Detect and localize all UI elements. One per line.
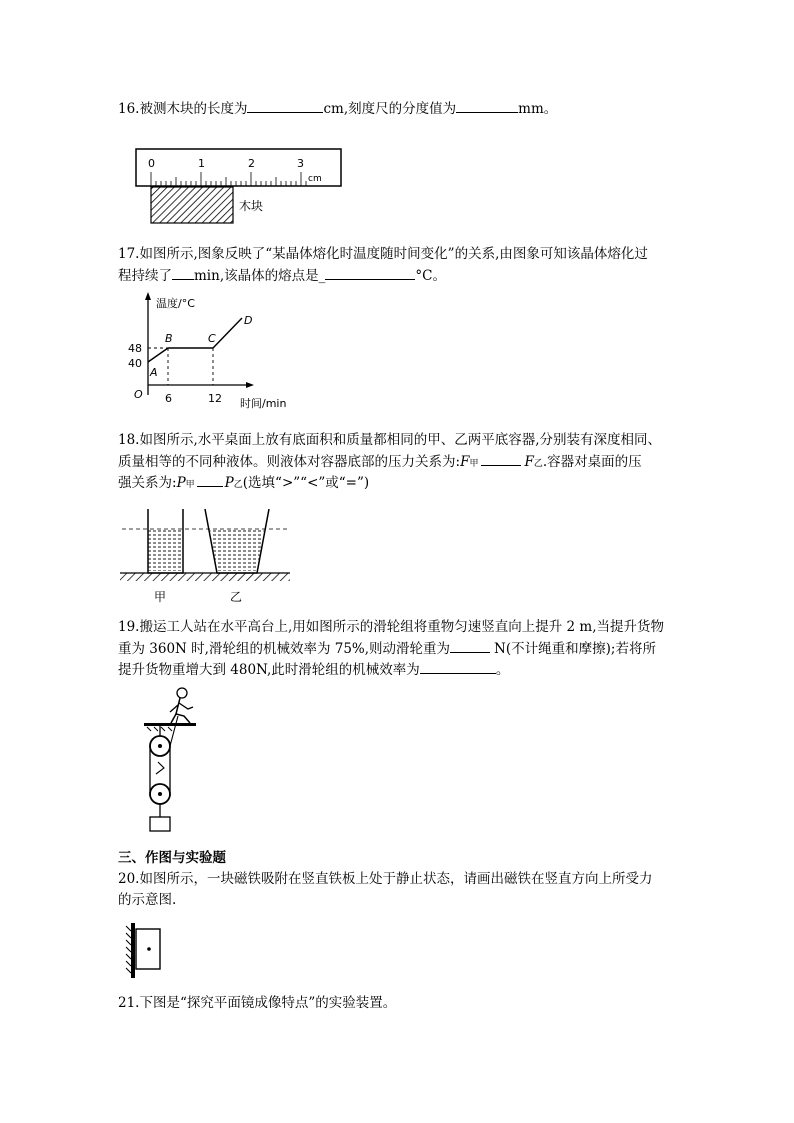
y-axis-label: 温度/°C — [156, 297, 195, 310]
x-tick-12: 12 — [208, 392, 222, 405]
label-jia: 甲 — [154, 590, 167, 604]
wood-block-label: 木块 — [239, 199, 264, 213]
q20-line1: 20.如图所示，一块磁铁吸附在竖直铁板上处于静止状态，请画出磁铁在竖直方向上所受力 — [118, 871, 653, 887]
pulley-figure — [138, 686, 218, 834]
q18-line3: 强关系为:P甲 P乙(选填“>”“<”或“=”) — [118, 472, 369, 495]
ruler-tick-0: 0 — [148, 157, 155, 170]
center-of-mass-dot — [147, 947, 151, 951]
q16-text: 16.被测木块的长度为 cm,刻度尺的分度值为 mm。 — [118, 98, 557, 119]
y-axis-arrow — [145, 292, 151, 300]
y-tick-48: 48 — [128, 342, 142, 355]
table-surface — [120, 573, 290, 581]
ruler-tick-3: 3 — [297, 157, 304, 170]
q19-blank-efficiency[interactable] — [420, 659, 496, 674]
y-tick-40: 40 — [128, 357, 142, 370]
label-yi: 乙 — [230, 590, 243, 604]
point-d: D — [244, 314, 253, 327]
temperature-curve — [148, 318, 242, 362]
q19-line2: 重为 360N 时,滑轮组的机械效率为 75%,则动滑轮重为 N(不计绳重和摩擦);若将所 — [118, 638, 656, 659]
q19-line3: 提升货物重增大到 480N,此时滑轮组的机械效率为 。 — [118, 659, 509, 680]
x-axis-label: 时间/min — [240, 397, 287, 410]
q20-line2: 的示意图. — [118, 892, 177, 908]
q16-blank-division[interactable] — [456, 98, 518, 113]
q17-line2: 程持续了 min,该晶体的熔点是_ °C。 — [118, 265, 446, 286]
ruler-tick-1: 1 — [198, 157, 205, 170]
q18-blank-force[interactable] — [481, 451, 521, 466]
ruler-unit: cm — [308, 174, 322, 184]
q19-blank-pulley-weight[interactable] — [450, 638, 490, 653]
q19-line1: 19.搬运工人站在水平高台上,用如图所示的滑轮组将重物匀速竖直向上提升 2 m,当提升货物 — [118, 619, 665, 635]
platform — [144, 723, 196, 726]
worker-head — [177, 688, 187, 698]
q18-blank-pressure[interactable] — [197, 472, 223, 487]
q18-line2: 质量相等的不同种液体。则液体对容器底部的压力关系为:F甲 F乙.容器对桌面的压 — [118, 451, 642, 474]
iron-plate — [131, 923, 135, 978]
q16-blank-length[interactable] — [247, 98, 323, 113]
guide-lines — [148, 348, 213, 385]
melting-graph — [120, 290, 300, 415]
worker-body — [176, 698, 190, 723]
wood-block — [151, 187, 233, 223]
q21-line1: 21.下图是“探究平面镜成像特点”的实验装置。 — [118, 995, 397, 1011]
q18-line1: 18.如图所示,水平桌面上放有底面积和质量都相同的甲、乙两平底容器,分别装有深度相同、 — [118, 432, 662, 448]
section-title: 三、作图与实验题 — [118, 850, 226, 866]
liquid-jia — [148, 529, 183, 571]
q17-line1: 17.如图所示,图象反映了“某晶体熔化时温度随时间变化”的关系,由图象可知该晶体熔化过 — [118, 246, 648, 262]
ruler-figure — [135, 148, 345, 226]
q17-blank-melting-point[interactable] — [325, 265, 415, 280]
cargo-box — [150, 817, 170, 831]
origin-label: O — [134, 388, 143, 401]
containers-figure — [118, 505, 298, 605]
point-a: A — [150, 366, 158, 379]
ruler-tick-2: 2 — [248, 157, 255, 170]
point-b: B — [165, 332, 173, 345]
x-tick-6: 6 — [165, 392, 172, 405]
liquid-yi — [210, 529, 264, 571]
q17-blank-duration[interactable] — [172, 265, 194, 280]
magnet-figure — [125, 922, 170, 980]
x-axis-arrow — [246, 382, 254, 388]
point-c: C — [208, 332, 216, 345]
